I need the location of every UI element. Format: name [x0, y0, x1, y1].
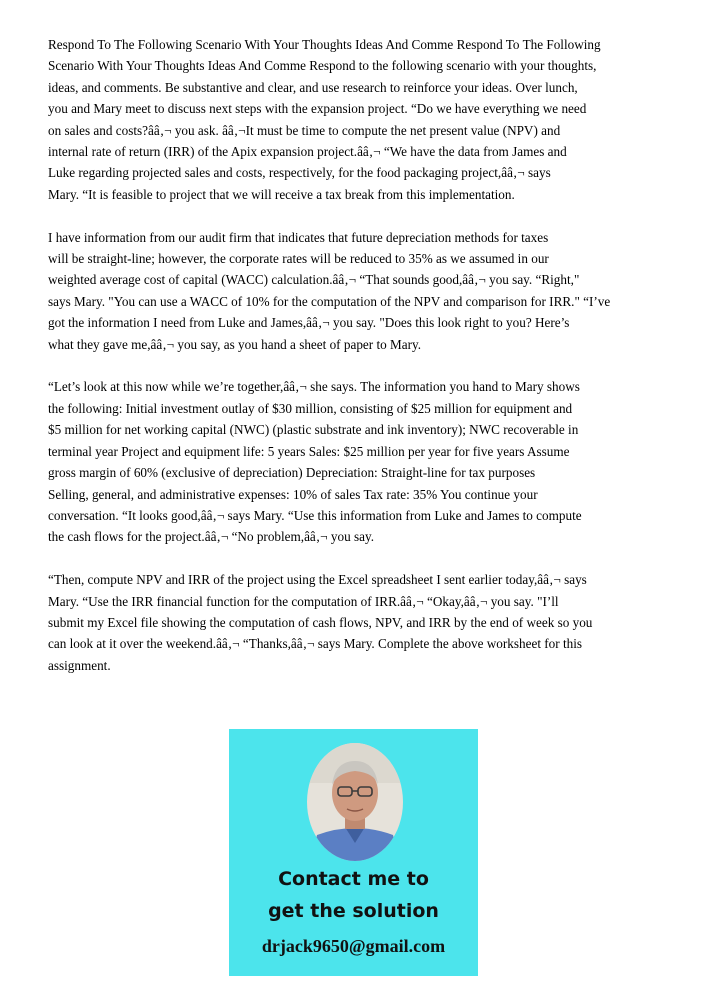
text-line: Luke regarding projected sales and costs, respectively, for the food packaging project,ââ‚¬ says: [48, 165, 551, 181]
text-line: weighted average cost of capital (WACC) calculation.ââ‚¬ “That sounds good,ââ‚¬ you say. “Right,": [48, 272, 580, 288]
text-line: submit my Excel file showing the computation of cash flows, NPV, and IRR by the end of week so you: [48, 614, 593, 630]
contact-headline-line-2: get the solution: [268, 900, 439, 922]
text-line: Selling, general, and administrative expenses: 10% of sales Tax rate: 35% You continue your: [48, 486, 538, 502]
contact-promo-box[interactable]: [229, 729, 478, 976]
paragraph-4: [48, 569, 668, 676]
text-line: Mary. “It is feasible to project that we will receive a tax break from this implementation.: [48, 186, 515, 202]
text-line: terminal year Project and equipment life: 5 years Sales: $25 million per year for five years Assume: [48, 443, 570, 459]
text-line: “Then, compute NPV and IRR of the project using the Excel spreadsheet I sent earlier today,ââ‚¬ says: [48, 572, 587, 588]
text-line: $5 million for net working capital (NWC) (plastic substrate and ink inventory); NWC recoverable in: [48, 422, 579, 438]
paragraph-1: [48, 34, 668, 205]
text-line: I have information from our audit firm that indicates that future depreciation methods for taxes: [48, 229, 549, 245]
text-line: can look at it over the weekend.ââ‚¬ “Thanks,ââ‚¬ says Mary. Complete the above worksheet for this: [48, 636, 583, 652]
text-line: assignment.: [48, 657, 111, 673]
text-line: gross margin of 60% (exclusive of depreciation) Depreciation: Straight-line for tax purposes: [48, 465, 536, 481]
text-line: got the information I need from Luke and James,ââ‚¬ you say. "Does this look right to you? Here’s: [48, 315, 570, 331]
text-line: says Mary. "You can use a WACC of 10% for the computation of the NPV and comparison for IRR." “I’ve: [48, 293, 611, 309]
paragraph-spacer: [48, 548, 668, 569]
text-line: Respond To The Following Scenario With Your Thoughts Ideas And Comme Respond To The Following: [48, 37, 601, 52]
text-line: what they gave me,ââ‚¬ you say, as you hand a sheet of paper to Mary.: [48, 336, 422, 352]
paragraph-3: [48, 376, 668, 547]
contact-email[interactable]: drjack9650@gmail.com: [261, 936, 446, 956]
text-line: conversation. “It looks good,ââ‚¬ says Mary. “Use this information from Luke and James to compute: [48, 507, 582, 523]
text-line: ideas, and comments. Be substantive and clear, and use research to reinforce your ideas. Over lunch,: [48, 79, 578, 95]
paragraph-2: [48, 227, 668, 355]
text-line: the following: Initial investment outlay of $30 million, consisting of $25 million for equipment and: [48, 400, 573, 416]
paragraph-spacer: [48, 205, 668, 226]
text-line: internal rate of return (IRR) of the Apix expansion project.ââ‚¬ “We have the data from James and: [48, 144, 567, 160]
text-line: you and Mary meet to discuss next steps with the expansion project. “Do we have everything we need: [48, 101, 587, 117]
person-portrait-icon: [307, 743, 403, 861]
paragraph-spacer: [48, 355, 668, 376]
text-line: “Let’s look at this now while we’re together,ââ‚¬ she says. The information you hand to Mary shows: [48, 379, 580, 395]
text-line: Mary. “Use the IRR financial function for the computation of IRR.ââ‚¬ “Okay,ââ‚¬ you say. "I’ll: [48, 593, 559, 609]
text-line: on sales and costs?ââ‚¬ you ask. ââ‚¬It must be time to compute the net present value (NPV) and: [48, 122, 561, 138]
document-body: [48, 34, 668, 676]
text-line: will be straight-line; however, the corporate rates will be reduced to 35% as we assumed in our: [48, 251, 549, 267]
text-line: Scenario With Your Thoughts Ideas And Comme Respond to the following scenario with your thoughts,: [48, 58, 597, 74]
contact-headline-line-1: Contact me to: [278, 868, 429, 890]
text-line: the cash flows for the project.ââ‚¬ “No problem,ââ‚¬ you say.: [48, 529, 375, 545]
